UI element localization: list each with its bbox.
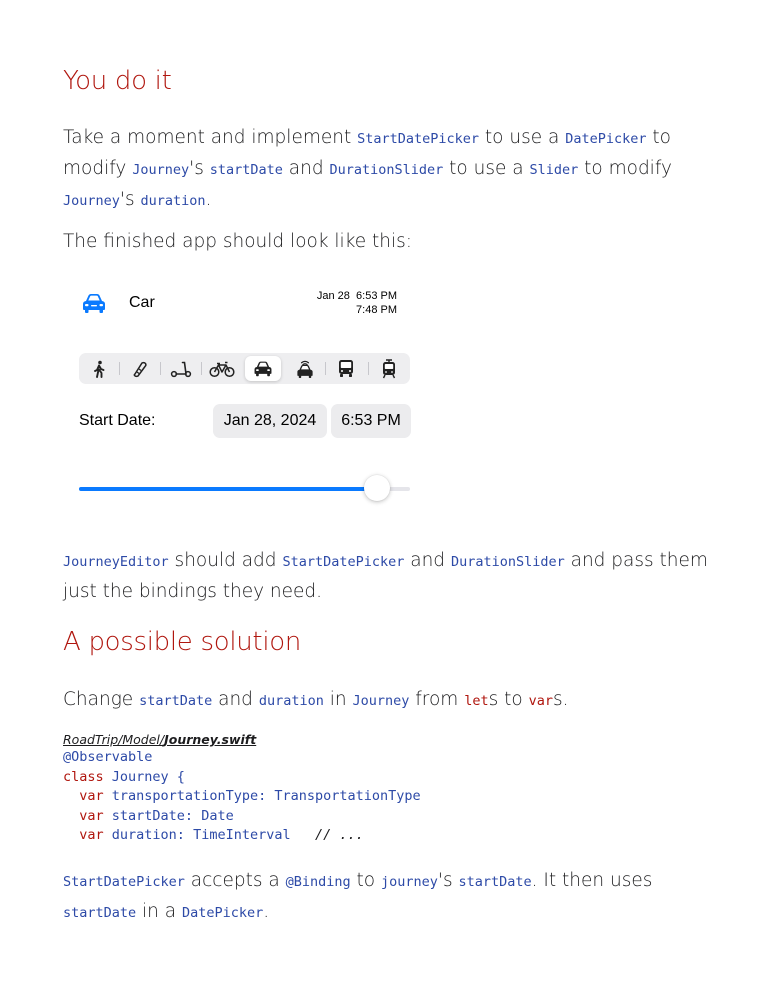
hike-icon: [131, 360, 149, 378]
carpool-icon: [296, 359, 314, 379]
tram-icon: [381, 359, 397, 379]
file-path-link[interactable]: RoadTrip/Model/Journey.swift: [63, 732, 257, 747]
app-preview: [79, 282, 411, 514]
segment-car[interactable]: [245, 356, 281, 381]
segment-bicycle[interactable]: [204, 356, 240, 381]
walk-icon: [91, 360, 107, 378]
car-icon: [253, 360, 273, 377]
segment-scooter[interactable]: [163, 356, 199, 381]
bicycle-icon: [209, 360, 235, 378]
section-heading-you-do-it: You do it: [63, 66, 172, 96]
journey-times: [317, 289, 397, 317]
journey-label: Car: [129, 294, 155, 311]
segment-walk[interactable]: [81, 356, 117, 381]
journey-start-time: 6:53 PM: [356, 290, 397, 302]
code-start-date-picker: StartDatePicker: [357, 131, 480, 147]
finished-app-paragraph: The finished app should look like this:: [63, 231, 413, 252]
segment-tram[interactable]: [371, 356, 407, 381]
journey-end-time: 7:48 PM: [356, 304, 397, 316]
section-heading-possible-solution: A possible solution: [63, 627, 302, 657]
slider-fill: [79, 487, 377, 491]
code-text: @Observable class Journey { var transportationType: TransportationType var startDate: Date var duration: TimeInterval // ...: [63, 749, 421, 843]
code-listing: [63, 732, 421, 846]
time-picker-button[interactable]: 6:53 PM: [331, 404, 411, 438]
duration-slider[interactable]: [79, 487, 410, 491]
journey-date: Jan 28: [316, 290, 350, 302]
segment-hike[interactable]: [122, 356, 158, 381]
journey-row[interactable]: [79, 282, 411, 326]
journey-editor-paragraph: JourneyEditor should add StartDatePicker and DurationSlider and pass them just the bindings they need.: [63, 550, 708, 602]
start-date-picker-paragraph: StartDatePicker accepts a @Binding to journey's startDate. It then uses startDate in a DatePicker.: [63, 870, 653, 922]
start-date-label: Start Date:: [79, 412, 156, 429]
segment-carpool[interactable]: [287, 356, 323, 381]
slider-thumb[interactable]: [364, 475, 390, 501]
bus-icon: [337, 359, 355, 378]
instruction-paragraph: Take a moment and implement StartDatePicker to use a DatePicker to modify Journey's startDate and DurationSlider to use a Slider to modify Journey's duration.: [63, 127, 672, 210]
car-icon: [81, 292, 107, 318]
segment-bus[interactable]: [328, 356, 364, 381]
scooter-icon: [170, 360, 192, 378]
change-paragraph: Change startDate and duration in Journey from lets to vars.: [63, 689, 569, 710]
transportation-segmented-control[interactable]: [79, 353, 410, 384]
date-picker-button[interactable]: Jan 28, 2024: [213, 404, 327, 438]
